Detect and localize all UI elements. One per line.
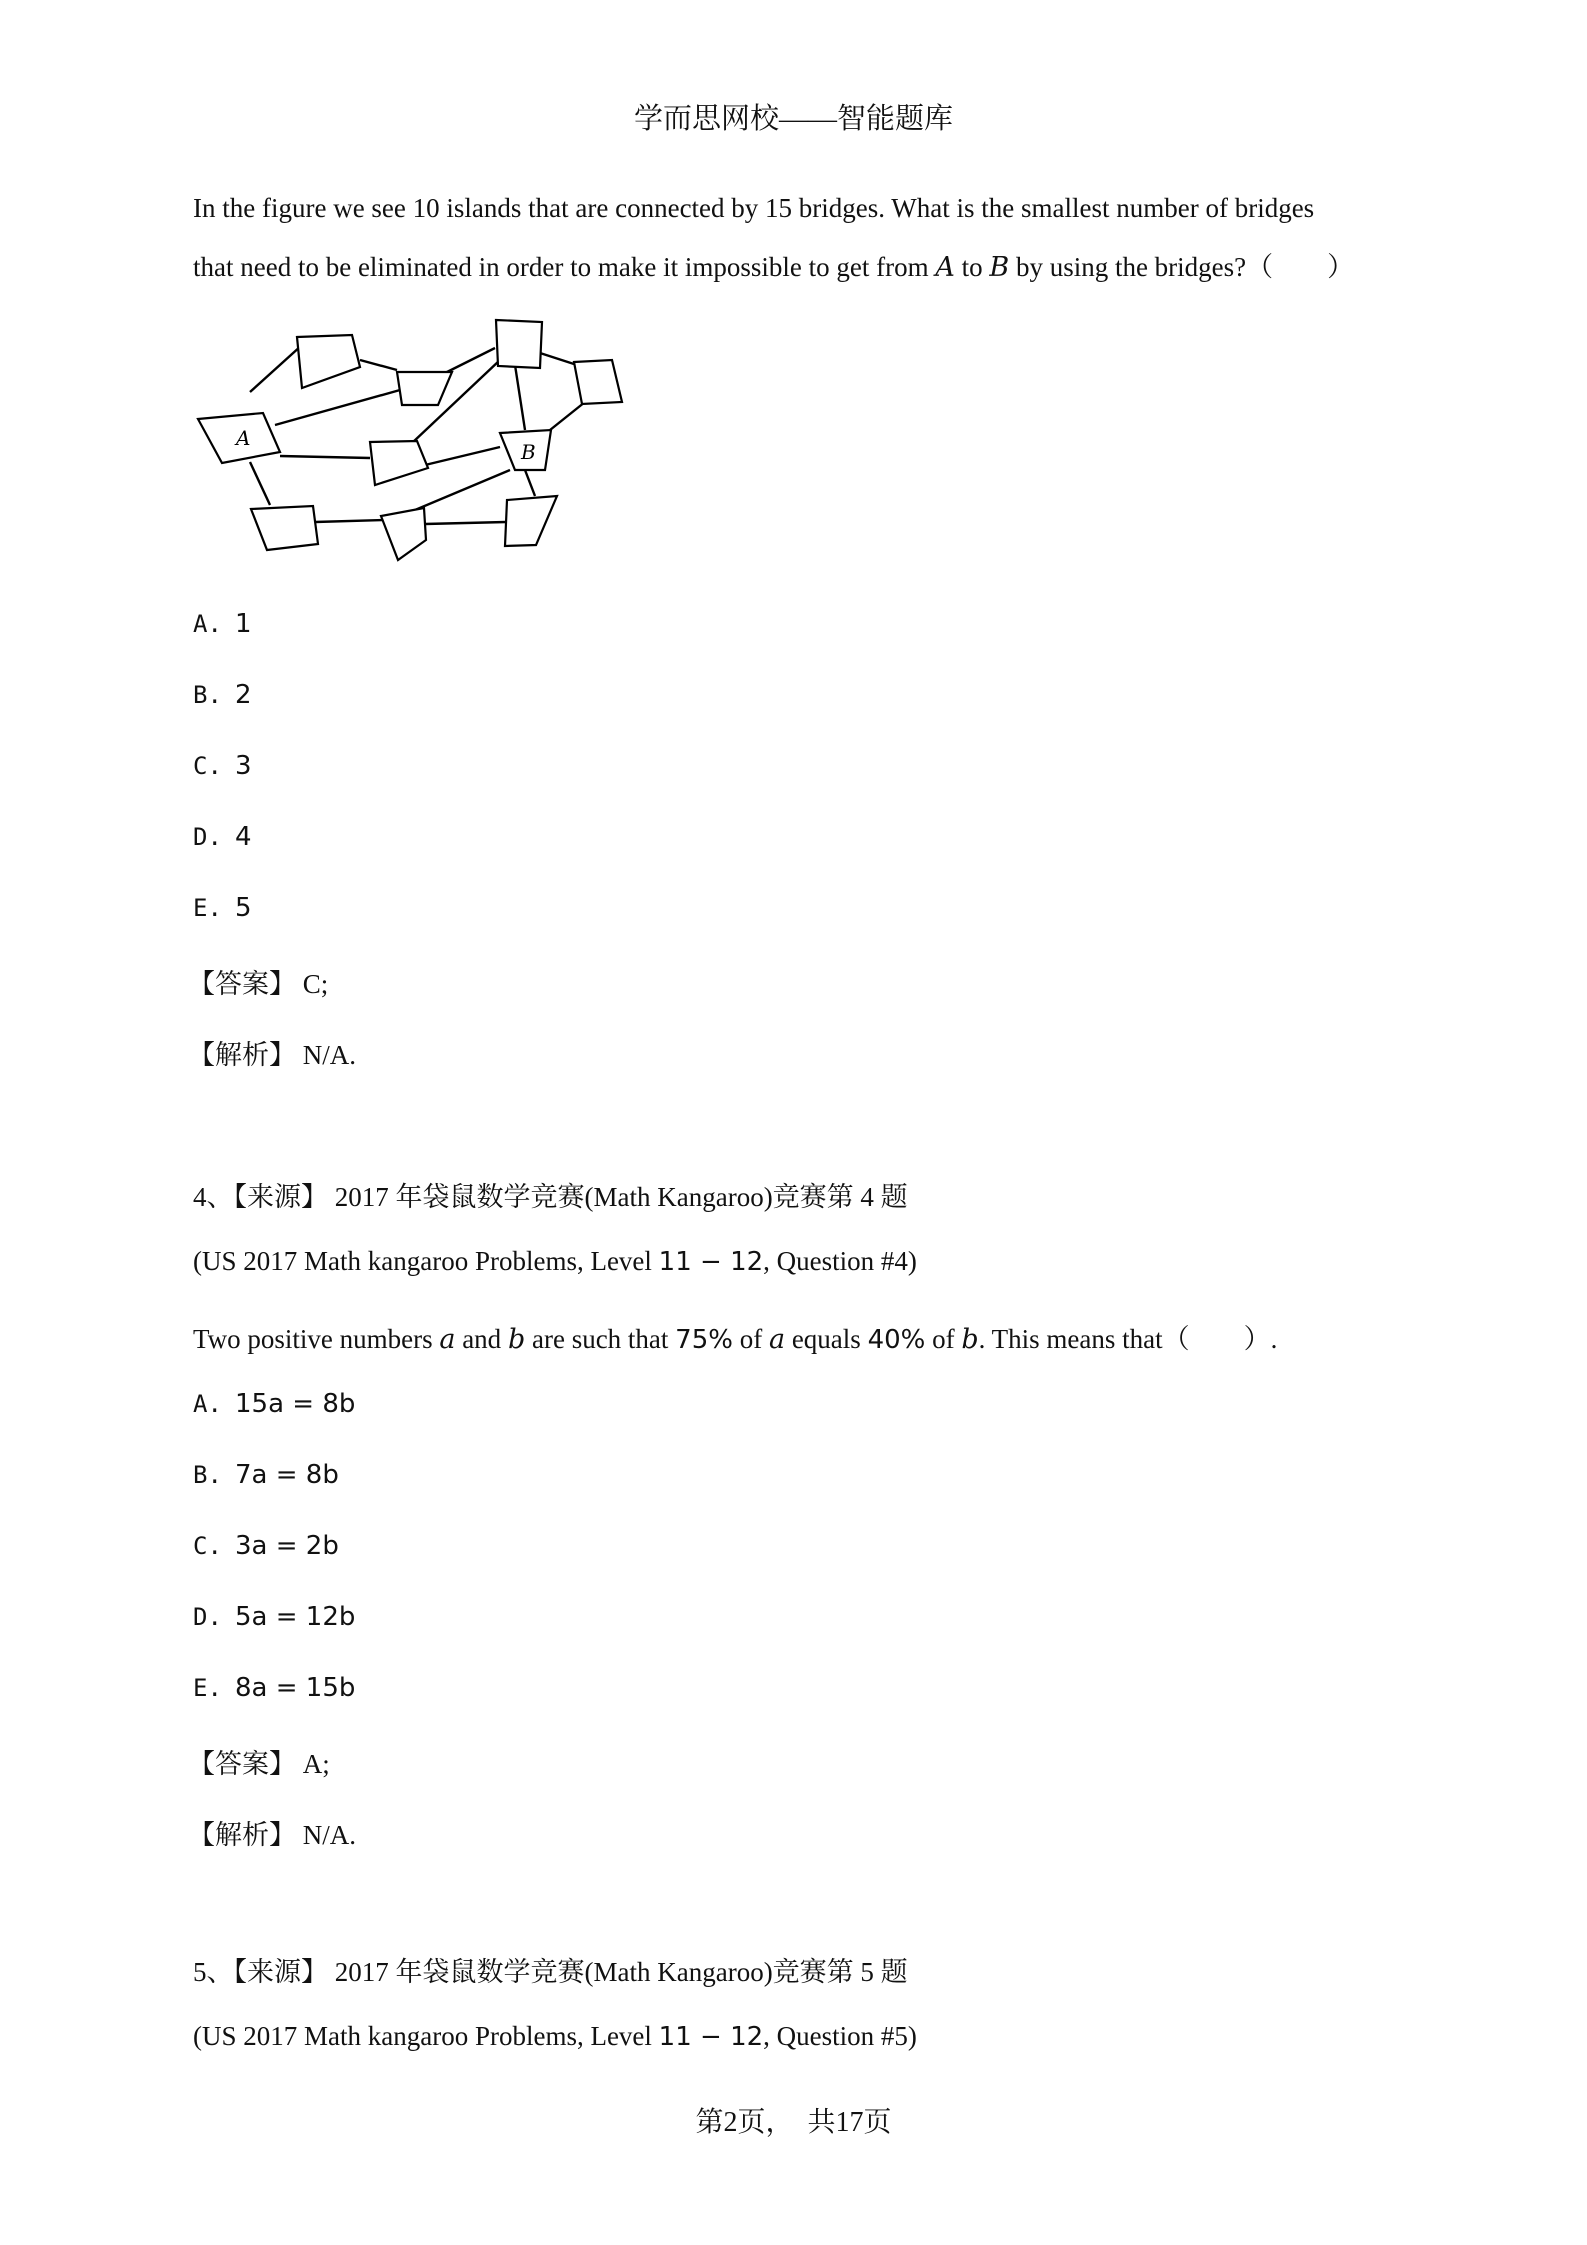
q3-option[interactable]	[193, 892, 252, 923]
var-a: a	[439, 1324, 456, 1355]
text-part: are such that	[525, 1324, 676, 1354]
text-part: (US 2017 Math kangaroo Problems, Level	[193, 1246, 659, 1276]
option-label: C.	[193, 752, 222, 780]
option-value: 5	[235, 893, 252, 923]
q4-option[interactable]	[193, 1530, 339, 1561]
option-label: A.	[193, 610, 222, 638]
island	[381, 508, 426, 560]
option-value: 2	[235, 680, 252, 710]
bridge	[415, 470, 510, 510]
text-part: , Question #4)	[763, 1246, 917, 1276]
island-label-a: A	[236, 426, 251, 450]
island	[496, 320, 542, 368]
q3-text-part: by using the bridges?（ ）	[1009, 252, 1355, 282]
option-label: E.	[193, 1674, 222, 1702]
island	[397, 372, 452, 405]
bridge	[550, 402, 585, 430]
option-label: E.	[193, 894, 222, 922]
option-value: 3	[235, 751, 252, 781]
q3-analysis: 【解析】 N/A.	[188, 1040, 356, 1070]
q4-answer: 【答案】 A;	[188, 1749, 330, 1779]
bridge	[425, 447, 500, 465]
percent-40: 40%	[867, 1325, 926, 1355]
q4-option[interactable]	[193, 1459, 339, 1490]
text-part: . This means that（ ）.	[978, 1324, 1278, 1354]
q3-option[interactable]	[193, 821, 252, 852]
islands-bridges-figure	[190, 310, 640, 580]
q4-option[interactable]	[193, 1672, 355, 1703]
option-label: D.	[193, 823, 222, 851]
q3-option[interactable]	[193, 679, 252, 710]
level-math: 11 − 12	[658, 1247, 764, 1277]
bridge	[280, 456, 370, 458]
option-label: B.	[193, 1461, 222, 1489]
text-part: of	[925, 1324, 962, 1354]
q4-subsource	[193, 1246, 917, 1277]
bridge	[525, 470, 535, 496]
island	[574, 360, 622, 404]
option-value: 7a = 8b	[235, 1460, 339, 1490]
bridge	[425, 522, 506, 524]
island	[370, 441, 428, 485]
q3-var-b: B	[989, 252, 1010, 283]
island	[297, 335, 360, 388]
option-label: D.	[193, 1603, 222, 1631]
island	[505, 496, 557, 546]
island	[251, 506, 318, 550]
text-part: of	[732, 1324, 769, 1354]
q3-answer: 【答案】 C;	[188, 969, 329, 999]
q3-option[interactable]	[193, 750, 252, 781]
q5-source: 5、【来源】 2017 年袋鼠数学竞赛(Math Kangaroo)竞赛第 5 题	[193, 1957, 908, 1987]
page-header: 学而思网校——智能题库	[633, 103, 953, 135]
level-math: 11 − 12	[658, 2022, 764, 2052]
text-part: Two positive numbers	[193, 1324, 440, 1354]
var-b: b	[961, 1324, 979, 1355]
var-b: b	[507, 1324, 526, 1355]
text-part: , Question #5)	[763, 2021, 917, 2051]
q4-stem	[193, 1317, 1277, 1356]
bridge	[275, 390, 400, 425]
option-value: 3a = 2b	[235, 1531, 339, 1561]
option-label: C.	[193, 1532, 222, 1560]
q3-text-line2	[193, 245, 1354, 284]
q4-option[interactable]	[193, 1601, 355, 1632]
option-label: B.	[193, 681, 222, 709]
q4-analysis: 【解析】 N/A.	[188, 1820, 356, 1850]
q3-option[interactable]	[193, 608, 252, 639]
q3-text-part: to	[954, 252, 990, 282]
percent-75: 75%	[675, 1325, 733, 1355]
text-part: (US 2017 Math kangaroo Problems, Level	[193, 2021, 659, 2051]
q3-var-a: A	[935, 252, 955, 283]
q5-subsource	[193, 2021, 917, 2052]
q3-text-line1: In the figure we see 10 islands that are connected by 15 bridges. What is the smallest number of bridges	[193, 193, 1315, 223]
q4-source: 4、【来源】 2017 年袋鼠数学竞赛(Math Kangaroo)竞赛第 4 题	[193, 1182, 908, 1212]
q4-option[interactable]	[193, 1388, 355, 1419]
bridge	[515, 365, 525, 430]
option-value: 4	[235, 822, 252, 852]
bridge	[315, 520, 383, 522]
var-a: a	[768, 1324, 786, 1355]
option-label: A.	[193, 1390, 222, 1418]
text-part: equals	[785, 1324, 868, 1354]
q3-text-part: that need to be eliminated in order to make it impossible to get from	[193, 252, 936, 282]
page-footer: 第2页， 共17页	[695, 2107, 892, 2138]
bridge	[540, 353, 577, 365]
option-value: 8a = 15b	[235, 1673, 356, 1703]
text-part: and	[455, 1324, 508, 1354]
island-label-b: B	[521, 440, 536, 464]
option-value: 5a = 12b	[235, 1602, 356, 1632]
bridge	[360, 360, 397, 370]
bridge	[250, 345, 302, 392]
bridge	[250, 462, 270, 505]
option-value: 15a = 8b	[235, 1389, 356, 1419]
option-value: 1	[235, 609, 252, 639]
